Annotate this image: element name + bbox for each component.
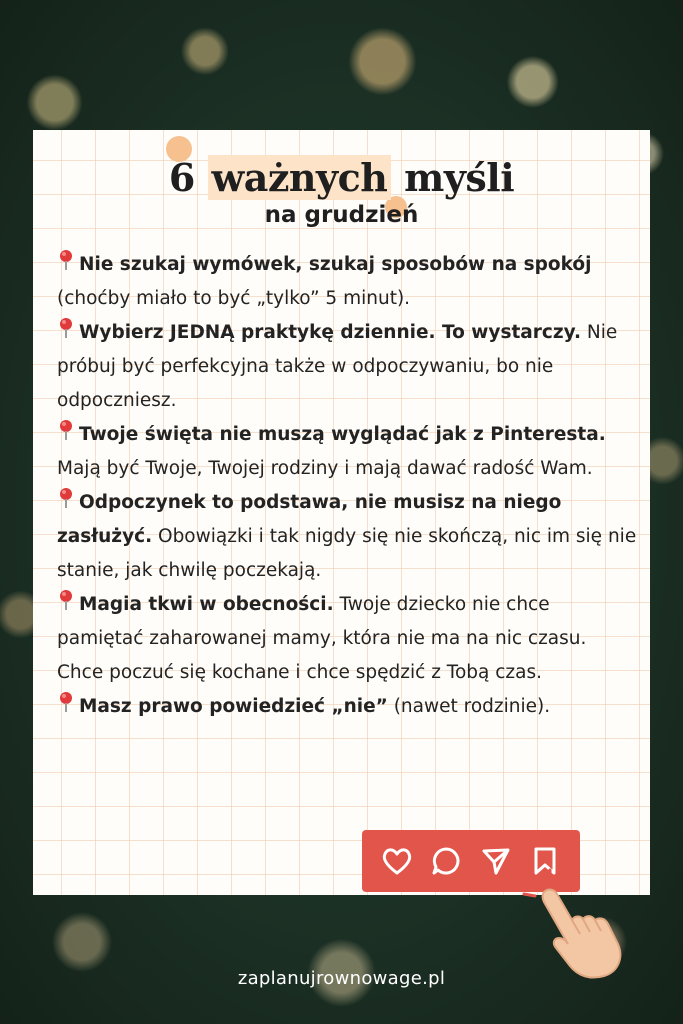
title-highlight: ważnych — [208, 155, 392, 200]
page-subtitle: na grudzień — [264, 202, 419, 228]
pin-icon — [57, 589, 79, 611]
list-item: Odpoczynek to podstawa, nie musisz na niego zasłużyć. Obowiązki i tak nigdy się nie skończą, nic im się nie stanie, jak chwilę poczekają. — [57, 486, 637, 588]
list-item: Masz prawo powiedzieć „nie” (nawet rodzinie). — [57, 690, 637, 724]
pin-icon — [57, 419, 79, 441]
pin-icon — [57, 317, 79, 339]
share-icon[interactable] — [479, 844, 513, 878]
comment-icon[interactable] — [429, 844, 463, 878]
heart-icon[interactable] — [380, 844, 414, 878]
title-number: 6 — [168, 155, 195, 200]
pin-icon — [57, 249, 79, 271]
list-item: Magia tkwi w obecności. Twoje dziecko nie chce pamiętać zaharowanej mamy, która nie ma na nic czasu. Chce poczuć się kochane i chce spędzić z Tobą czas. — [57, 588, 637, 690]
website-footer[interactable]: zaplanujrownowage.pl — [237, 968, 446, 989]
pin-icon — [57, 691, 79, 713]
list-item: Wybierz JEDNĄ praktykę dziennie. To wystarczy. Nie próbuj być perfekcyjna także w odpoczywaniu, bo nie odpoczniesz. — [57, 316, 637, 418]
pin-icon — [57, 487, 79, 509]
page-title — [33, 155, 650, 200]
list-item: Twoje święta nie muszą wyglądać jak z Pinteresta. Mają być Twoje, Twojej rodziny i mają dawać radość Wam. — [57, 418, 637, 486]
thoughts-list — [57, 248, 637, 724]
title-rest: myśli — [404, 155, 515, 200]
list-item: Nie szukaj wymówek, szukaj sposobów na spokój (choćby miało to być „tylko” 5 minut). — [57, 248, 637, 316]
